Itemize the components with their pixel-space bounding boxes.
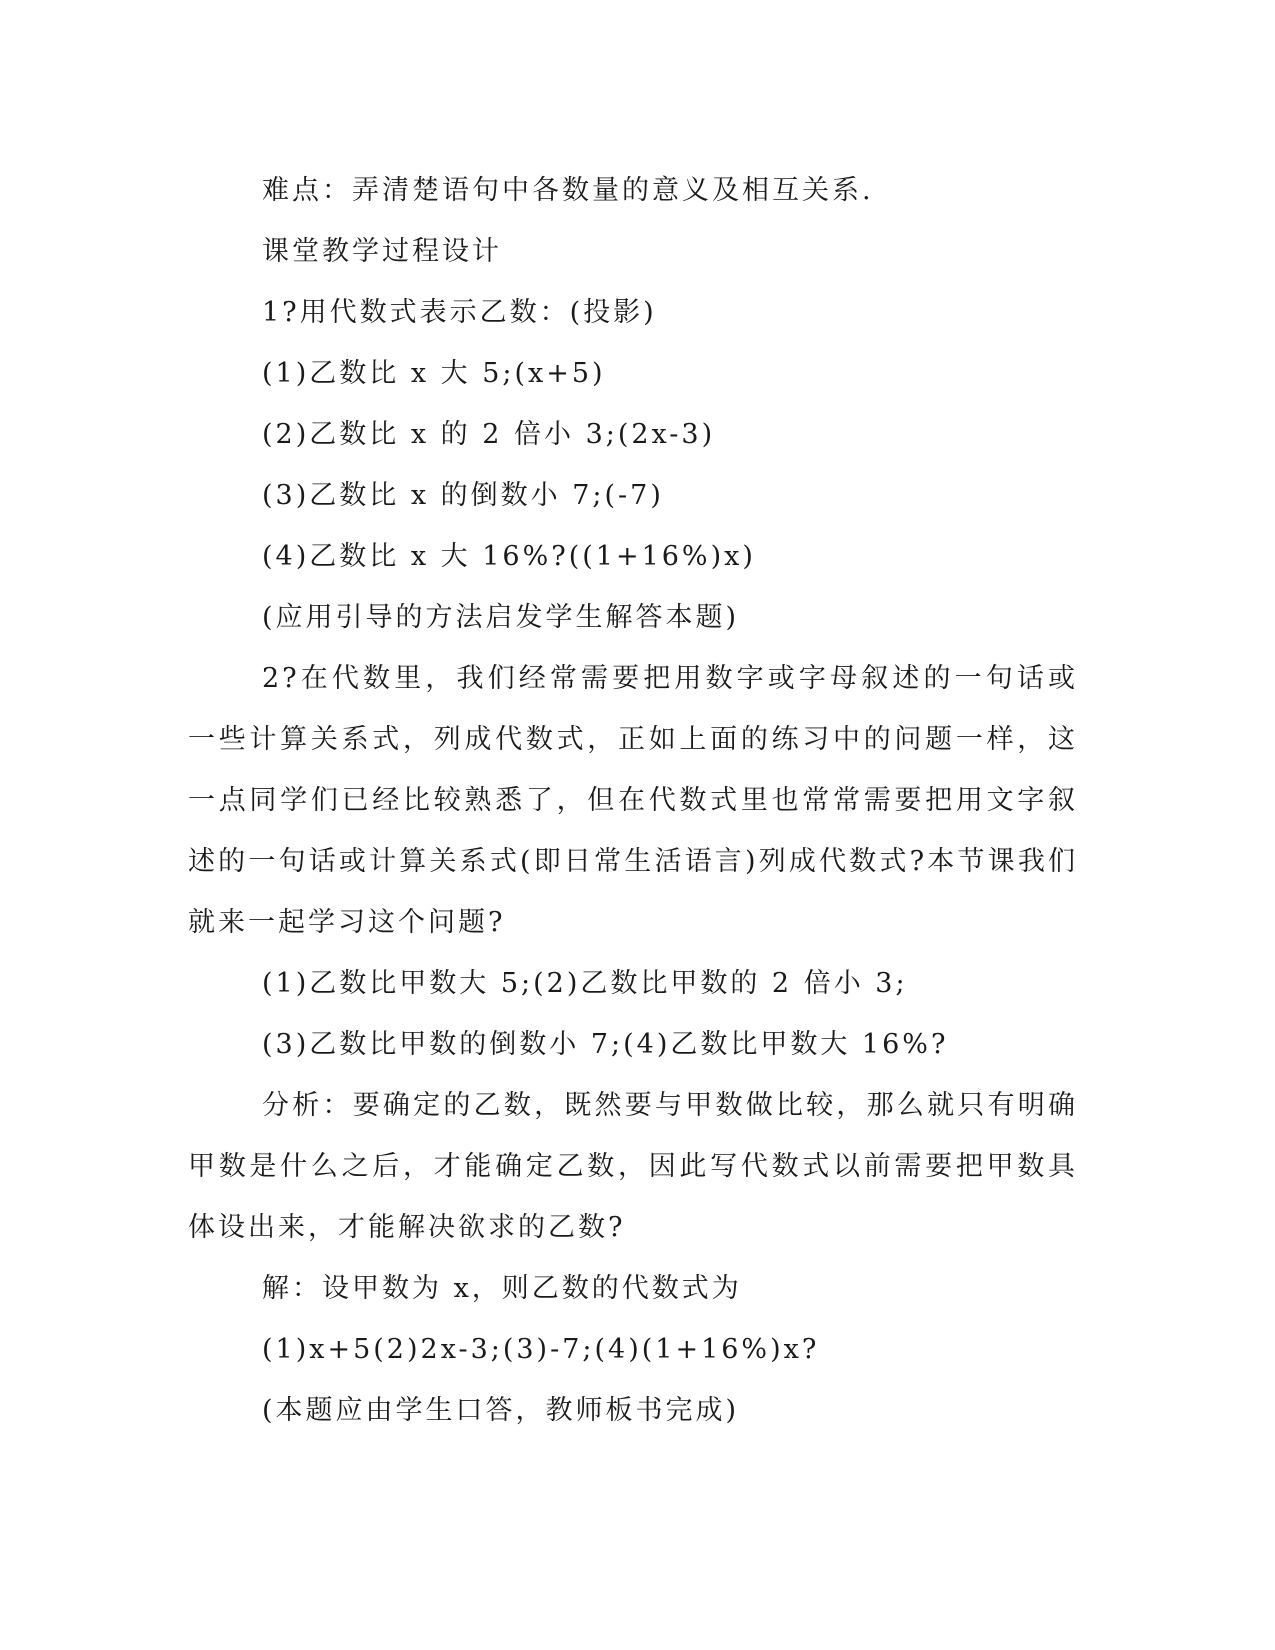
exercise-1-title: 1?用代数式表示乙数：(投影) [262, 297, 657, 328]
teaching-note-2: (本题应由学生口答，教师板书完成) [262, 1395, 740, 1426]
solution-answers: (1)x+5(2)2x-3;(3)-7;(4)(1+16%)x? [262, 1334, 820, 1365]
introduction-paragraph: 2?在代数里，我们经常需要把用数字或字母叙述的一句话或一些计算关系式，列成代数式，正如上面的练习中的问题一样，这一点同学们已经比较熟悉了，但在代数式里也常常需要把用文字叙述的一句话或计算关系式(即日常生活语言)列成代数式?本节课我们就来一起学习这个问题? [188, 663, 1078, 938]
exercise-2-items-a: (1)乙数比甲数大 5;(2)乙数比甲数的 2 倍小 3; [262, 968, 908, 999]
exercise-1-item-1: (1)乙数比 x 大 5;(x+5) [262, 358, 606, 389]
analysis-paragraph: 分析：要确定的乙数，既然要与甲数做比较，那么就只有明确甲数是什么之后，才能确定乙数，因此写代数式以前需要把甲数具体设出来，才能解决欲求的乙数? [188, 1090, 1078, 1243]
exercise-1-item-4: (4)乙数比 x 大 16%?((1+16%)x) [262, 541, 756, 572]
exercise-1-item-2: (2)乙数比 x 的 2 倍小 3;(2x-3) [262, 419, 716, 450]
exercise-2-items-b: (3)乙数比甲数的倒数小 7;(4)乙数比甲数大 16%? [262, 1029, 949, 1060]
teaching-note-1: (应用引导的方法启发学生解答本题) [262, 602, 740, 633]
solution-line: 解：设甲数为 x，则乙数的代数式为 [262, 1273, 742, 1304]
document-body [188, 160, 1078, 1441]
section-heading: 课堂教学过程设计 [262, 236, 502, 267]
difficulty-line: 难点：弄清楚语句中各数量的意义及相互关系. [262, 175, 874, 206]
exercise-1-item-3: (3)乙数比 x 的倒数小 7;(-7) [262, 480, 664, 511]
